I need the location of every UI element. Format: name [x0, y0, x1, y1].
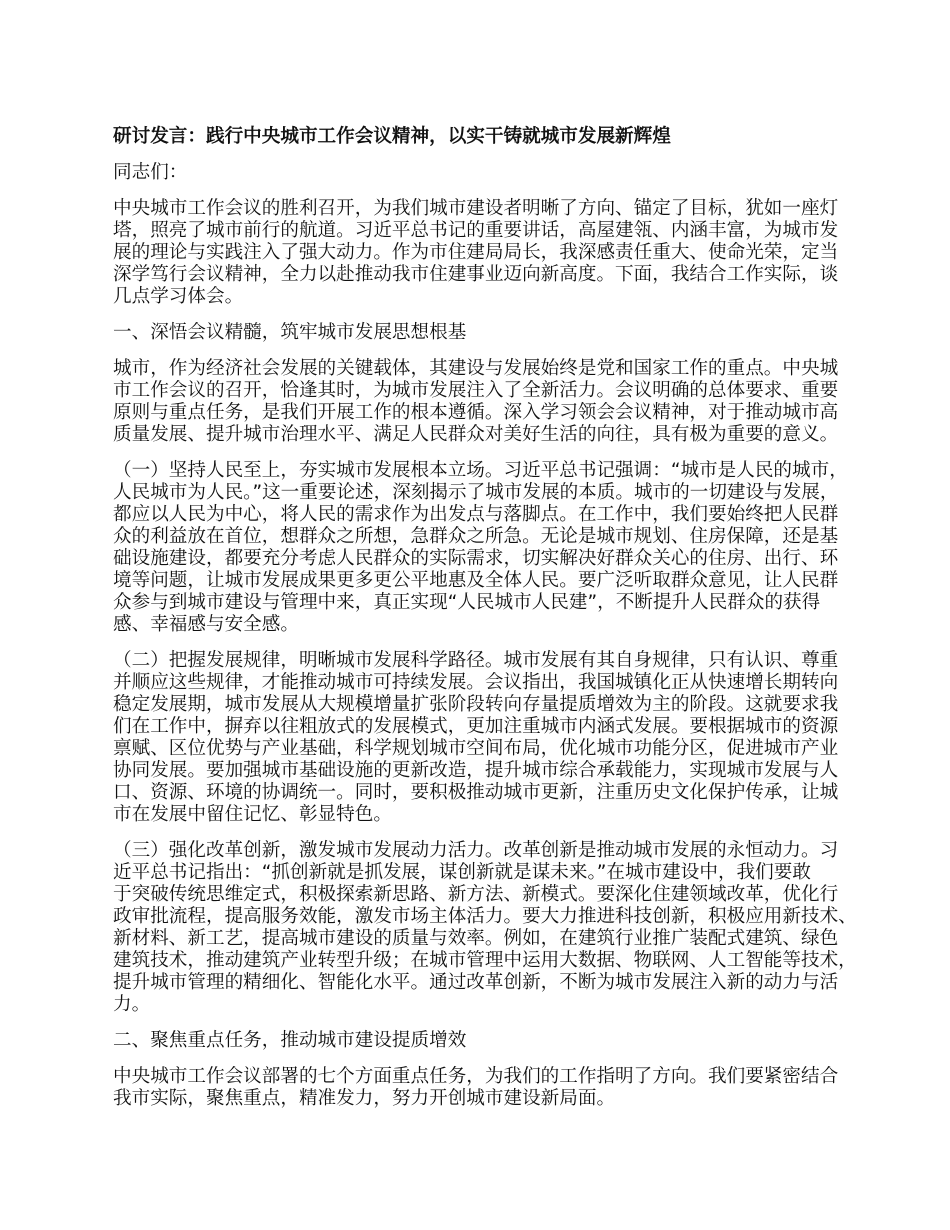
- text-line: 们在工作中，摒弃以往粗放式的发展模式，更加注重城市内涵式发展。要根据城市的资源: [113, 716, 839, 737]
- section-heading: [113, 1030, 853, 1052]
- text-line: 口、资源、环境的协调统一。同时，要积极推动城市更新，注重历史文化保护传承，让城: [113, 782, 839, 803]
- text-line: 城市，作为经济社会发展的关键载体，其建设与发展始终是党和国家工作的重点。中央城: [113, 358, 839, 379]
- title-text: 研讨发言：践行中央城市工作会议精神，以实干铸就城市发展新辉煌: [113, 126, 671, 147]
- text-line: 感、幸福感与安全感。: [113, 614, 299, 635]
- text-line: 境等问题，让城市发展成果更多更公平地惠及全体人民。要广泛听取群众意见，让人民群: [113, 570, 839, 591]
- text-line: 市工作会议的召开，恰逢其时，为城市发展注入了全新活力。会议明确的总体要求、重要: [113, 380, 839, 401]
- text-line: 提升城市管理的精细化、智能化水平。通过改革创新，不断为城市发展注入新的动力与活: [113, 972, 839, 993]
- text-line: 市在发展中留住记忆、彰显特色。: [113, 804, 392, 825]
- text-line: 稳定发展期，城市发展从大规模增量扩张阶段转向存量提质增效为主的阶段。这就要求我: [113, 694, 839, 715]
- text-line: 展的理论与实践注入了强大动力。作为市住建局局长，我深感责任重大、使命光荣，定当: [113, 242, 839, 263]
- text-line: 我市实际，聚焦重点，精准发力，努力开创城市建设新局面。: [113, 1088, 616, 1109]
- text-line: 中央城市工作会议部署的七个方面重点任务，为我们的工作指明了方向。我们要紧密结合: [113, 1066, 839, 1087]
- salutation: [113, 162, 853, 184]
- text-line: 并顺应这些规律，才能推动城市可持续发展。会议指出，我国城镇化正从快速增长期转向: [113, 672, 839, 693]
- text-line: 同志们：: [113, 162, 188, 183]
- body-paragraph: [113, 460, 853, 636]
- body-paragraph: [113, 840, 857, 1016]
- text-line: 原则与重点任务，是我们开展工作的根本遵循。深入学习领会会议精神，对于推动城市高: [113, 402, 839, 423]
- text-line: （三）强化改革创新，激发城市发展动力活力。改革创新是推动城市发展的永恒动力。习: [113, 840, 839, 861]
- text-line: 近平总书记指出：“抓创新就是抓发展，谋创新就是谋未来。”在城市建设中，我们要敢: [113, 862, 811, 883]
- body-paragraph: [113, 198, 853, 308]
- document-title: [113, 126, 853, 148]
- text-line: 深学笃行会议精神，全力以赴推动我市住建事业迈向新高度。下面，我结合工作实际，谈: [113, 264, 839, 285]
- text-line: 几点学习体会。: [113, 286, 244, 307]
- text-line: 质量发展、提升城市治理水平、满足人民群众对美好生活的向往，具有极为重要的意义。: [113, 424, 839, 445]
- text-line: 都应以人民为中心，将人民的需求作为出发点与落脚点。在工作中，我们要始终把人民群: [113, 504, 839, 525]
- text-line: 新材料、新工艺，提高城市建设的质量与效率。例如，在建筑行业推广装配式建筑、绿色: [113, 928, 839, 949]
- text-line: 础设施建设，都要充分考虑人民群众的实际需求，切实解决好群众关心的住房、出行、环: [113, 548, 839, 569]
- document-body: [113, 162, 857, 1110]
- section-heading: [113, 322, 853, 344]
- body-paragraph: [113, 358, 853, 446]
- text-line: 人民城市为人民。”这一重要论述，深刻揭示了城市发展的本质。城市的一切建设与发展，: [113, 482, 839, 503]
- body-paragraph: [113, 1066, 853, 1110]
- text-line: （二）把握发展规律，明晰城市发展科学路径。城市发展有其自身规律，只有认识、尊重: [113, 650, 839, 671]
- document-page: [113, 126, 857, 1124]
- text-line: 塔，照亮了城市前行的航道。习近平总书记的重要讲话，高屋建瓴、内涵丰富，为城市发: [113, 220, 839, 241]
- text-line: 禀赋、区位优势与产业基础，科学规划城市空间布局，优化城市功能分区，促进城市产业: [113, 738, 839, 759]
- text-line: 一、深悟会议精髓，筑牢城市发展思想根基: [113, 322, 467, 343]
- text-line: 政审批流程，提高服务效能，激发市场主体活力。要大力推进科技创新，积极应用新技术、: [113, 906, 857, 927]
- text-line: 于突破传统思维定式，积极探索新思路、新方法、新模式。要深化住建领域改革，优化行: [113, 884, 839, 905]
- text-line: 协同发展。要加强城市基础设施的更新改造，提升城市综合承载能力，实现城市发展与人: [113, 760, 839, 781]
- text-line: 力。: [113, 994, 151, 1015]
- text-line: 众的利益放在首位，想群众之所想，急群众之所急。无论是城市规划、住房保障，还是基: [113, 526, 839, 547]
- text-line: 二、聚焦重点任务，推动城市建设提质增效: [113, 1030, 467, 1051]
- body-paragraph: [113, 650, 853, 826]
- text-line: （一）坚持人民至上，夯实城市发展根本立场。习近平总书记强调：“城市是人民的城市，: [113, 460, 848, 481]
- text-line: 建筑技术，推动建筑产业转型升级；在城市管理中运用大数据、物联网、人工智能等技术，: [113, 950, 857, 971]
- text-line: 众参与到城市建设与管理中来，真正实现“人民城市人民建”，不断提升人民群众的获得: [113, 592, 821, 613]
- text-line: 中央城市工作会议的胜利召开，为我们城市建设者明晰了方向、锚定了目标，犹如一座灯: [113, 198, 839, 219]
